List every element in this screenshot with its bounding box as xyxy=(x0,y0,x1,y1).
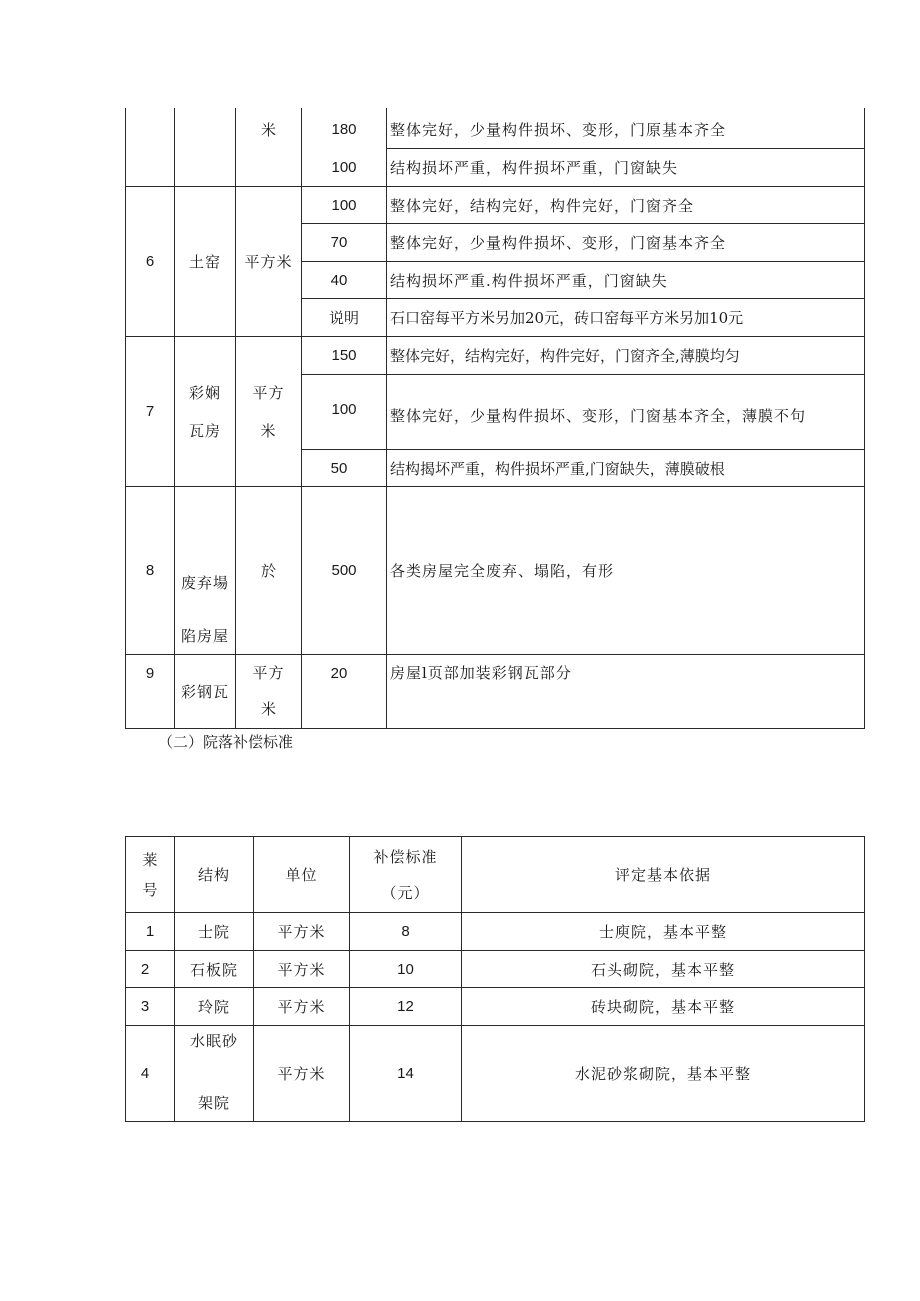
table2-no: 3 xyxy=(140,998,150,1015)
table1-standard: 500 xyxy=(331,562,357,579)
table2-no: 4 xyxy=(140,1065,150,1082)
table2-header-unit: 单位 xyxy=(285,866,318,884)
table1-basis: 结构损坏严重.构件损坏严重，门窗缺失 xyxy=(390,271,668,290)
table1-basis: 结构损坏严重，构件损坏严重，门窗缺失 xyxy=(390,159,679,177)
table2-standard: 10 xyxy=(397,960,414,978)
table1-basis: 整体完好，少量构件损坏、变形，门原基本齐全 xyxy=(390,120,727,139)
table1-standard: 20 xyxy=(330,665,348,682)
table2-structure-line2: 架院 xyxy=(197,1094,230,1112)
table1-basis: 房屋l页部加装彩钢瓦部分 xyxy=(390,664,572,682)
table2-no: 2 xyxy=(140,960,150,978)
table2-basis: 士庾院，基本平整 xyxy=(598,923,727,941)
table2-unit: 平方米 xyxy=(277,1065,326,1083)
table1-standard: 100 xyxy=(331,401,357,418)
table1-basis: 整体完好，结构完好，构件完好，门窗齐全 xyxy=(390,196,695,215)
table1-basis: 整体完好，少量构件损坏、变形，门窗基本齐全，薄膜不句 xyxy=(390,407,807,425)
table1-no: 6 xyxy=(145,253,155,270)
table1-note-label: 说明 xyxy=(328,309,359,327)
table1-name-line1: 废弃場 xyxy=(180,574,229,592)
table2-standard: 8 xyxy=(401,923,410,940)
table1-note: 石口窑每平方米另加20元，砖口窑每平方米另加10元 xyxy=(390,309,744,327)
table1-standard: 40 xyxy=(330,271,348,289)
table1-unit-line2: 米 xyxy=(260,700,276,718)
table2-standard: 14 xyxy=(397,1065,414,1082)
table1-standard: 180 xyxy=(331,120,357,138)
table1-unit: 平方米 xyxy=(244,253,293,271)
table2-structure: 士院 xyxy=(197,923,230,941)
table1-no: 9 xyxy=(145,665,155,682)
table2-unit: 平方米 xyxy=(277,960,326,979)
table2-unit: 平方米 xyxy=(277,923,326,941)
table1-standard: 100 xyxy=(331,196,357,214)
table2-header-no: 莱 号 xyxy=(142,850,158,899)
section-title-courtyard: （二）院落补偿标准 xyxy=(158,733,294,751)
table1-name: 彩娴 瓦房 xyxy=(188,383,221,440)
table2-unit: 平方米 xyxy=(277,998,326,1016)
table1-name: 土窑 xyxy=(188,253,221,271)
table2-header-basis: 评定基本依据 xyxy=(614,866,711,884)
table1-basis: 整体完好，结构完好，构件完好，门窗齐全,薄膜均匀 xyxy=(390,347,740,365)
table2-structure-line1: 水眠砂 xyxy=(189,1032,238,1050)
table1-unit: 平方 米 xyxy=(252,383,285,440)
table2-no: 1 xyxy=(145,923,155,940)
table1-unit: 米 xyxy=(260,120,276,139)
table2-structure: 玲院 xyxy=(197,998,230,1016)
table1-standard: 100 xyxy=(331,159,357,176)
table2-basis: 石头砌院，基本平整 xyxy=(590,960,735,979)
table1-basis: 整体完好，少量构件损坏、变形，门窗基本齐全 xyxy=(390,234,727,252)
table2-structure: 石板院 xyxy=(189,960,238,979)
table2-basis: 水泥砂浆砌院，基本平整 xyxy=(574,1065,751,1083)
table1-no: 8 xyxy=(145,562,155,579)
table1-name: 彩钢瓦 xyxy=(180,683,229,701)
table2-basis: 砖块砌院，基本平整 xyxy=(590,998,735,1016)
table2-standard: 12 xyxy=(397,998,414,1015)
table1-name-line2: 陷房屋 xyxy=(180,627,229,645)
table1-basis: 结构揭坏严重，构件损坏严重,门窗缺失，薄膜破根 xyxy=(390,459,725,478)
table2-header-standard: 补偿标准 （元） xyxy=(373,847,438,902)
table1-basis: 各类房屋完全废弃、塌陷，有形 xyxy=(390,562,615,580)
table1-standard: 70 xyxy=(330,234,348,251)
table1-standard: 50 xyxy=(330,459,348,477)
table1-unit: 於 xyxy=(260,562,276,580)
table1-unit-line1: 平方 xyxy=(252,664,285,682)
table2-header-structure: 结构 xyxy=(197,866,230,884)
table1-standard: 150 xyxy=(331,347,357,364)
table1-no: 7 xyxy=(145,403,155,420)
